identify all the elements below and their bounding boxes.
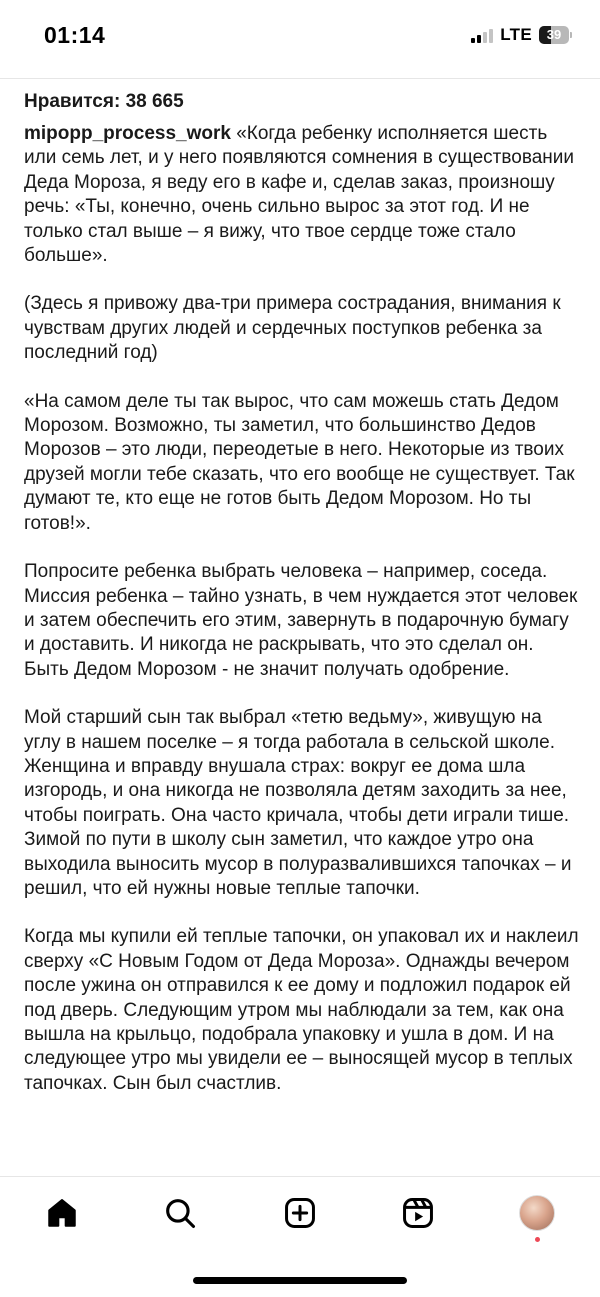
search-icon xyxy=(163,1196,197,1230)
caption-paragraph: Мой старший сын так выбрал «тетю ведьму», живущую на углу в нашем поселке – я тогда работала в сельской школе. Женщина и вправду внушала страх: вокруг ее дома шла изгородь, и она никогда не позволяла детям заходить за нее, чтобы поиграть. Она часто кричала, чтобы дети играли тише. Зимой по пути в школу сын заметил, что каждое утро она выходила выносить мусор в полуразвалившихся тапочках – и решил, что ей нужны новые теплые тапочки. xyxy=(24,707,572,899)
nav-create-button[interactable] xyxy=(280,1193,320,1233)
home-indicator[interactable] xyxy=(193,1277,407,1284)
post-caption xyxy=(24,122,580,1096)
network-type: LTE xyxy=(500,25,532,44)
status-indicators xyxy=(471,24,572,46)
profile-avatar xyxy=(519,1195,555,1231)
caption-paragraph xyxy=(24,122,580,268)
nav-search-button[interactable] xyxy=(160,1193,200,1233)
bottom-navigation xyxy=(0,1176,600,1257)
status-time: 01:14 xyxy=(44,22,106,48)
caption-paragraph: Когда мы купили ей теплые тапочки, он упаковал их и наклеил сверху «С Новым Годом от Деда Мороза». Однажды вечером после ужина он отправился к ее дому и подложил подарок ей под дверь. Следующим утром мы наблюдали за тем, как она вышла на крыльцо, подобрала упаковку и ушла в дом. И на следующее утро мы увидели ее – выносящей мусор в теплых тапочках. Сын был счастлив. xyxy=(24,926,579,1094)
notification-dot xyxy=(535,1237,540,1242)
post-author-username[interactable]: mipopp_process_work xyxy=(24,123,231,144)
header-divider xyxy=(0,78,600,79)
battery-level: 39 xyxy=(546,27,562,42)
create-post-icon xyxy=(283,1196,317,1230)
caption-paragraph: Попросите ребенка выбрать человека – например, соседа. Миссия ребенка – тайно узнать, в чем нуждается этот человек и затем обеспечить его этим, завернуть в подарочную бумагу и доставить. И никогда не раскрывать, что это сделал он. Быть Дедом Морозом - не значит получать одобрение. xyxy=(24,561,578,680)
nav-home-button[interactable] xyxy=(42,1193,82,1233)
status-bar xyxy=(0,0,600,72)
reels-icon xyxy=(401,1196,435,1230)
post-details xyxy=(24,90,580,1096)
home-icon xyxy=(45,1196,79,1230)
battery-icon xyxy=(539,26,572,44)
caption-paragraph: «На самом деле ты так вырос, что сам можешь стать Дедом Морозом. Возможно, ты заметил, что большинство Дедов Морозов – это люди, переодетые в него. Некоторые из твоих друзей могли тебе сказать, что его вообще не существует. Так думают те, кто еще не готов быть Дедом Морозом. Но ты готов!». xyxy=(24,390,575,534)
nav-reels-button[interactable] xyxy=(398,1193,438,1233)
nav-profile-button[interactable] xyxy=(517,1193,557,1233)
caption-text: «Когда ребенку исполняется шесть или семь лет, и у него появляются сомнения в существовании Деда Мороза, я веду его в кафе и, сделав заказ, произношу речь: «Ты, конечно, очень сильно вырос за этот год. И не только стал выше – я вижу, что твое сердце тоже стало больше». xyxy=(24,123,574,267)
cellular-signal-icon xyxy=(471,27,493,43)
likes-count[interactable]: Нравится: 38 665 xyxy=(24,91,184,112)
caption-paragraph: (Здесь я привожу два-три примера сострадания, внимания к чувствам других людей и сердечных поступков ребенка за последний год) xyxy=(24,293,561,364)
